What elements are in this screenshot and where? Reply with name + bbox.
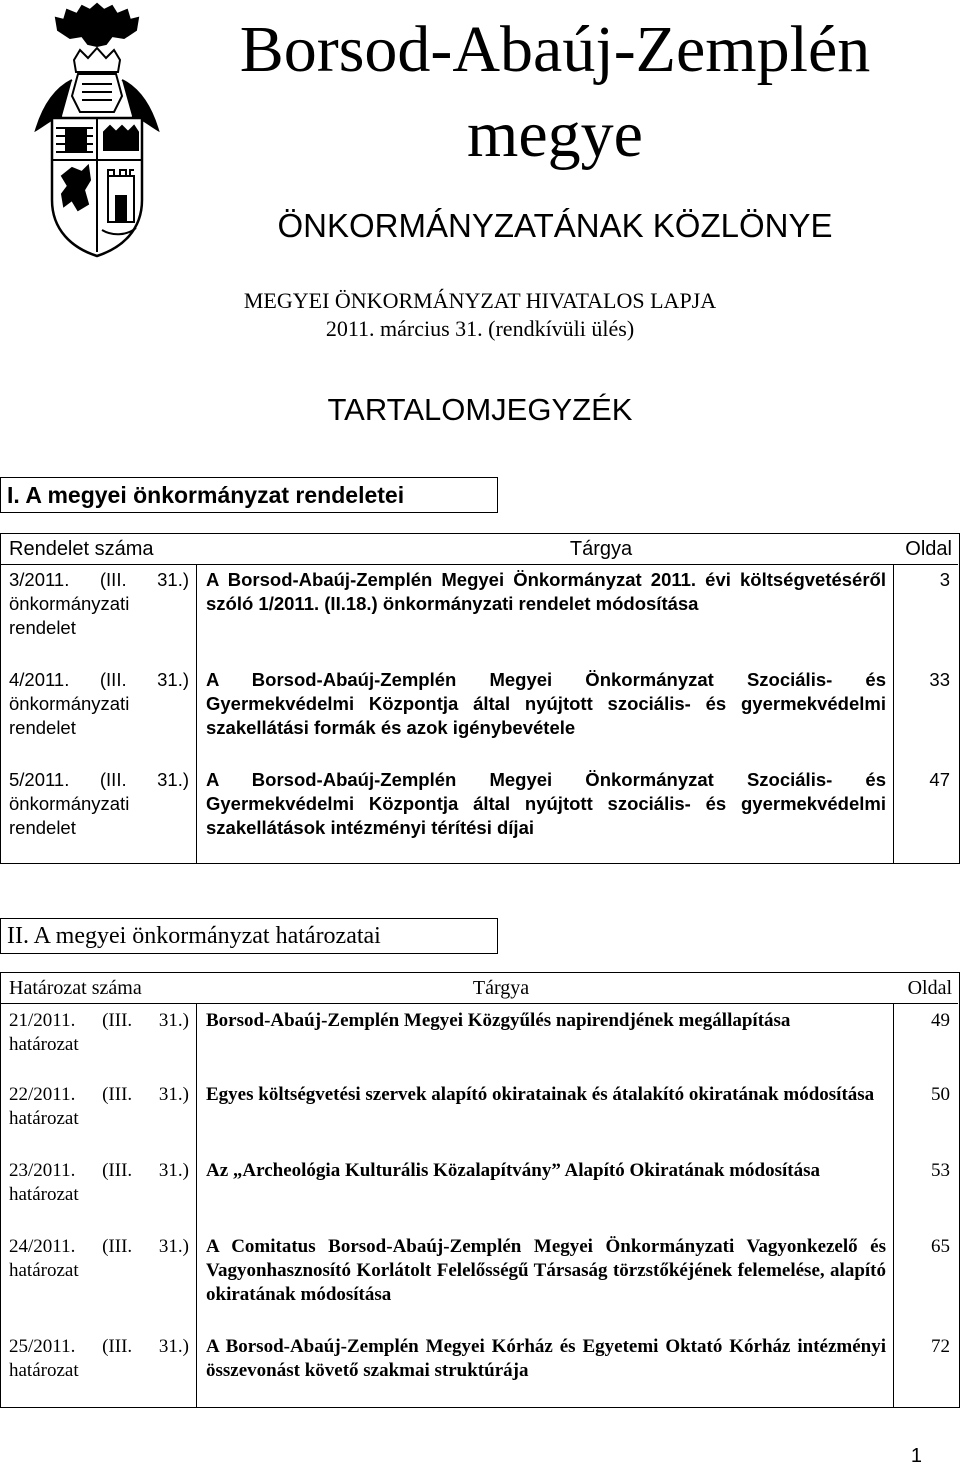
resolution-subject: Borsod-Abaúj-Zemplén Megyei Közgyűlés napirendjének megállapítása	[206, 1010, 791, 1031]
col-page-header: Oldal	[907, 977, 952, 999]
subline-official-gazette: MEGYEI ÖNKORMÁNYZAT HIVATALOS LAPJA	[243, 288, 717, 313]
page-number-cell: 50	[931, 1084, 950, 1105]
title-line-1: Borsod-Abaúj-Zemplén	[239, 13, 871, 86]
section1-heading: I. A megyei önkormányzat rendeletei	[0, 477, 498, 513]
ordinances-table	[0, 533, 960, 864]
resolution-number: 21/2011. (III. 31.) határozat	[9, 1010, 189, 1055]
col-number-header: Rendelet száma	[9, 538, 154, 560]
title-line-3: ÖNKORMÁNYZATÁNAK KÖZLÖNYE	[277, 207, 833, 244]
resolution-subject: Egyes költségvetési szervek alapító okiratainak és átalakító okiratának módosítása	[206, 1084, 875, 1105]
resolution-number: 23/2011. (III. 31.) határozat	[9, 1160, 189, 1205]
page-number-cell: 53	[931, 1160, 950, 1181]
ordinance-number: 5/2011. (III. 31.) önkormányzati rendelet	[9, 769, 189, 838]
column-divider	[893, 1004, 894, 1407]
section2-heading: II. A megyei önkormányzat határozatai	[0, 918, 498, 954]
ordinance-subject: A Borsod-Abaúj-Zemplén Megyei Önkormányzat 2011. évi költségvetéséről szóló 1/2011. (II.18.) önkormányzati rendelet módosítása	[206, 569, 886, 614]
col-subject-header: Tárgya	[569, 538, 633, 560]
resolution-subject: A Borsod-Abaúj-Zemplén Megyei Kórház és Egyetemi Oktató Kórház intézményi összevonást követő szakmai struktúrája	[206, 1336, 886, 1381]
page-number: 1	[910, 1445, 922, 1467]
ordinance-subject: A Borsod-Abaúj-Zemplén Megyei Önkormányzat Szociális- és Gyermekvédelmi Központja által nyújtott szociális- és gyermekvédelmi szakellátási formák és azok igénybevétele	[206, 669, 886, 738]
title-line-2: megye	[467, 98, 643, 171]
toc-title: TARTALOMJEGYZÉK	[327, 392, 633, 427]
ordinance-number: 3/2011. (III. 31.) önkormányzati rendelet	[9, 569, 189, 638]
column-divider	[196, 565, 197, 863]
page-number-cell: 47	[929, 769, 950, 790]
col-number-header: Határozat száma	[9, 977, 142, 999]
resolution-number: 24/2011. (III. 31.) határozat	[9, 1236, 189, 1281]
resolutions-table	[0, 972, 960, 1408]
page-number-cell: 49	[931, 1010, 950, 1031]
page-number-cell: 65	[931, 1236, 950, 1257]
resolution-subject: Az „Archeológia Kulturális Közalapítvány” Alapító Okiratának módosítása	[206, 1160, 821, 1181]
resolution-subject: A Comitatus Borsod-Abaúj-Zemplén Megyei Önkormányzati Vagyonkezelő és Vagyonhasznosító Korlátolt Felelősségű Társaság törzstőkéjének felemelése, alapító okiratának módosítása	[206, 1236, 886, 1305]
resolution-number: 25/2011. (III. 31.) határozat	[9, 1336, 189, 1381]
column-divider	[196, 1004, 197, 1407]
col-page-header: Oldal	[905, 538, 952, 560]
page-number-cell: 72	[931, 1336, 950, 1357]
ordinance-subject: A Borsod-Abaúj-Zemplén Megyei Önkormányzat Szociális- és Gyermekvédelmi Központja által nyújtott szociális- és gyermekvédelmi szakellátások intézményi térítési díjai	[206, 769, 886, 838]
page-number-cell: 3	[939, 569, 950, 590]
column-divider	[893, 565, 894, 863]
resolutions-table-header	[1, 973, 958, 1004]
ordinance-number: 4/2011. (III. 31.) önkormányzati rendelet	[9, 669, 189, 738]
ordinances-table-header	[1, 534, 958, 565]
resolution-number: 22/2011. (III. 31.) határozat	[9, 1084, 189, 1129]
col-subject-header: Tárgya	[472, 977, 530, 999]
page-number-cell: 33	[929, 669, 950, 690]
subline-date: 2011. március 31. (rendkívüli ülés)	[325, 316, 635, 341]
